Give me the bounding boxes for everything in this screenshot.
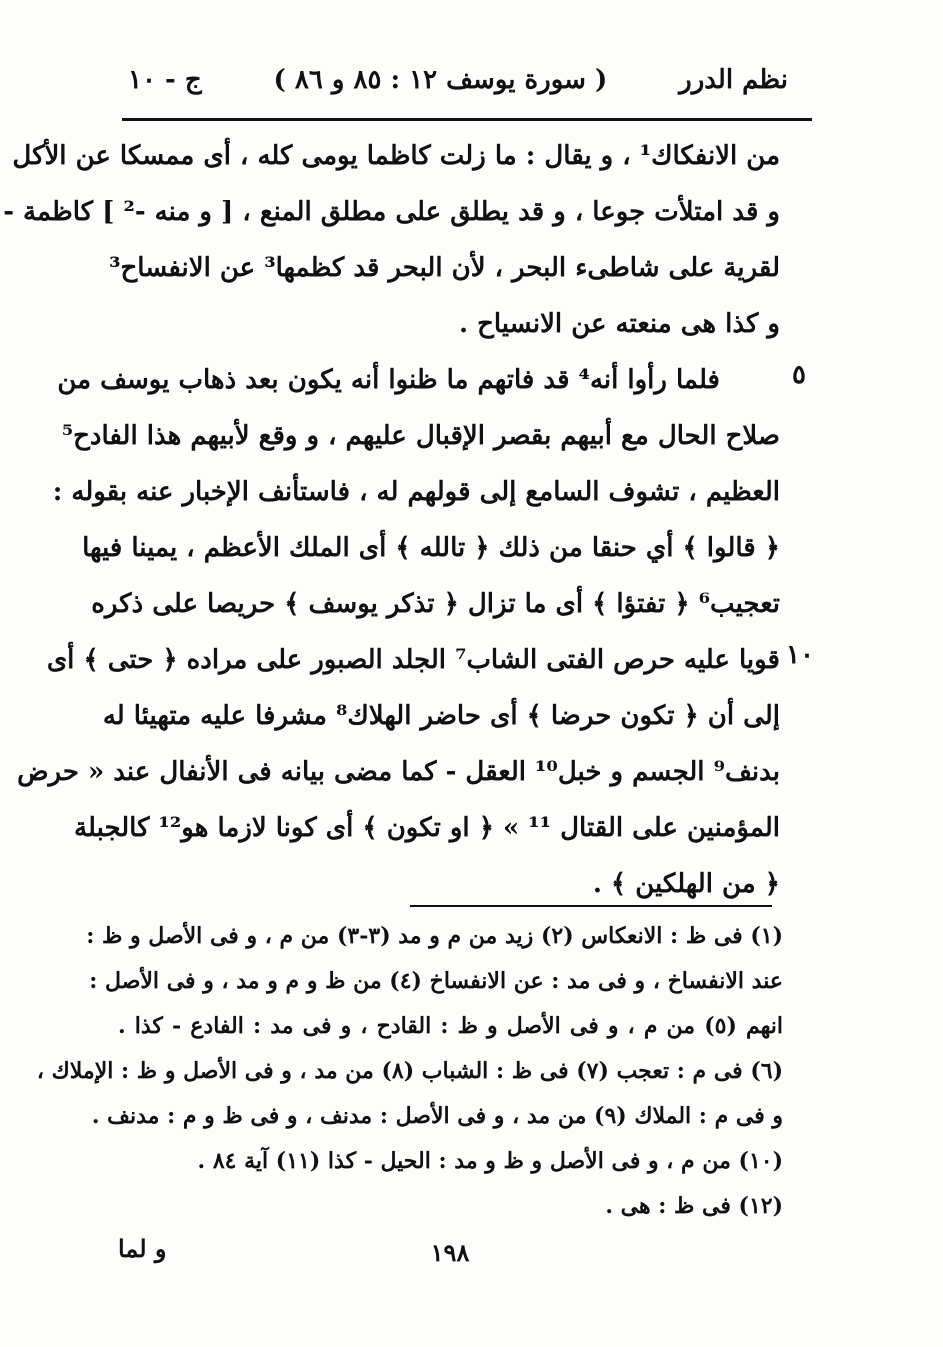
catchword: و لما <box>118 1234 167 1263</box>
margin-line-number-5: ٥ <box>792 360 806 390</box>
text-line: تعجيب⁶ ﴿ تفتؤا ﴾ أى ما تزال ﴿ تذكر يوسف ﴾ حريصا على ذكره <box>91 589 780 619</box>
text-line: بدنف⁹ الجسم و خبل¹⁰ العقل - كما مضى بيانه فى الأنفال عند « حرض <box>17 757 780 787</box>
text-line: المؤمنين على القتال ¹¹ » ﴿ او تكون ﴾ أى كونا لازما هو¹² كالجبلة <box>74 813 780 843</box>
footnote-line: (١٠) من م ، و فى الأصل و ظ و مد : الحيل - كذا (١١) آية ٨٤ . <box>197 1148 783 1174</box>
page-number: ١٩٨ <box>430 1238 470 1267</box>
footnote-line: (١) فى ظ : الانعكاس (٢) زيد من م و مد (٣-٣) من م ، و فى الأصل و ظ : <box>86 923 783 949</box>
footnote-line: انهم (٥) من م ، و فى الأصل و ظ : القادح ، و فى مد : الفادع - كذا . <box>118 1013 783 1039</box>
text-line: ﴿ قالوا ﴾ أي حنقا من ذلك ﴿ تالله ﴾ أى الملك الأعظم ، يمينا فيها <box>82 533 780 563</box>
volume-number: ج - ١٠ <box>128 65 202 95</box>
header-rule <box>122 118 812 121</box>
text-line: و قد امتلأت جوعا ، و قد يطلق على مطلق المنع ، [ و منه -² ] كاظمة - <box>3 197 780 227</box>
text-line: لقرية على شاطىء البحر ، لأن البحر قد كظمها³ عن الانفساح³ <box>109 253 780 283</box>
footnotes <box>36 914 783 1229</box>
text-line: إلى أن ﴿ تكون حرضا ﴾ أى حاضر الهلاك⁸ مشرفا عليه متهيئا له <box>102 701 780 731</box>
text-line: قويا عليه حرص الفتى الشاب⁷ الجلد الصبور على مراده ﴿ حتى ﴾ أى <box>46 645 780 675</box>
book-title: نظم الدرر <box>679 65 788 95</box>
running-header <box>128 58 788 102</box>
text-line: و كذا هى منعته عن الانسياح . <box>459 309 780 339</box>
footnote-line: (٦) فى م : تعجب (٧) فى ظ : الشباب (٨) من مد ، و فى الأصل و ظ : الإملاك ، <box>36 1058 783 1084</box>
text-line: العظيم ، تشوف السامع إلى قولهم له ، فاستأنف الإخبار عنه بقوله : <box>52 477 780 507</box>
footnote-line: و فى م : الملاك (٩) من مد ، و فى الأصل : مدنف ، و فى ظ و م : مدنف . <box>91 1103 783 1129</box>
text-line: ﴿ من الهلكين ﴾ . <box>592 869 780 899</box>
footnote-rule <box>410 905 772 907</box>
text-line: من الانفكاك¹ ، و يقال : ما زلت كاظما يومى كله ، أى ممسكا عن الأكل <box>12 141 780 171</box>
text-line: صلاح الحال مع أبيهم بقصر الإقبال عليهم ، و وقع لأبيهم هذا الفادح⁵ <box>61 421 780 451</box>
text-line: فلما رأوا أنه⁴ قد فاتهم ما ظنوا أنه يكون بعد ذهاب يوسف من <box>57 365 720 395</box>
footnote-line: (١٢) فى ظ : هى . <box>605 1193 783 1219</box>
margin-line-number-10: ١٠ <box>786 640 814 670</box>
surah-reference: ( سورة يوسف ١٢ : ٨٥ و ٨٦ ) <box>273 65 608 95</box>
footnote-line: عند الانفساخ ، و فى مد : عن الانفساخ (٤) من ظ و م و مد ، و فى الأصل : <box>89 968 783 994</box>
main-text <box>3 128 780 912</box>
